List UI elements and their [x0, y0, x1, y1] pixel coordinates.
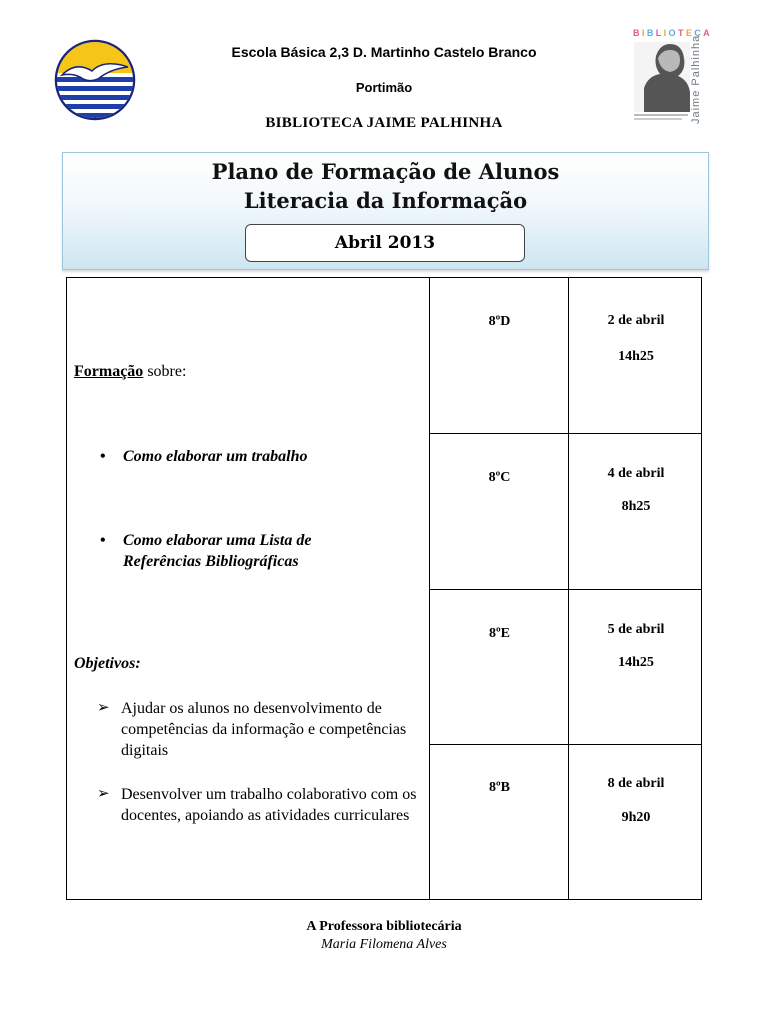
- session-class: 8ºE: [489, 626, 510, 641]
- formacao-heading: [74, 363, 186, 381]
- wordmark-letter: O: [668, 28, 678, 38]
- formacao-label: Formação: [74, 363, 144, 380]
- wordmark-letter: I: [641, 28, 647, 38]
- title-banner: [62, 152, 709, 270]
- library-vertical-name: Jaime Palhinha: [690, 34, 702, 124]
- objective-text: Ajudar os alunos no desenvolvimento de competências da informação e competências digitais: [121, 700, 407, 759]
- topic-text: Como elaborar uma Lista de Referências Bibliográficas: [123, 532, 312, 570]
- wordmark-letter: E: [685, 28, 695, 38]
- arrow-bullet-icon: ➢: [97, 700, 110, 716]
- wordmark-letter: I: [663, 28, 669, 38]
- wordmark-letter: L: [655, 28, 664, 38]
- arrow-bullet-icon: ➢: [97, 786, 110, 802]
- session-date: 2 de abril: [607, 313, 665, 328]
- session-date: 5 de abril: [607, 622, 665, 637]
- signature-role: A Professora bibliotecária: [306, 919, 462, 934]
- session-time: 14h25: [618, 655, 654, 670]
- wordmark-letter: C: [694, 28, 704, 38]
- city-name: Portimão: [355, 80, 413, 95]
- objective-text: Desenvolver um trabalho colaborativo com os docentes, apoiando as atividades curriculares: [121, 786, 417, 824]
- session-time: 14h25: [618, 349, 654, 364]
- topic-text: Como elaborar um trabalho: [123, 448, 308, 465]
- formacao-suffix: sobre:: [143, 363, 187, 380]
- session-date: 8 de abril: [607, 776, 665, 791]
- wordmark-letter: B: [646, 28, 656, 38]
- session-date: 4 de abril: [607, 466, 665, 481]
- table-divider: [429, 589, 701, 590]
- banner-date: Abril 2013: [245, 224, 525, 262]
- table-divider: [429, 433, 701, 434]
- table-divider: [429, 744, 701, 745]
- school-name: Escola Básica 2,3 D. Martinho Castelo Branco: [231, 44, 537, 60]
- library-name: BIBLIOTECA JAIME PALHINHA: [265, 115, 503, 131]
- bullet-icon: •: [100, 448, 106, 465]
- session-class: 8ºD: [488, 314, 511, 329]
- wordmark-letter: T: [677, 28, 686, 38]
- session-class: 8ºC: [488, 470, 511, 485]
- session-time: 8h25: [621, 499, 651, 514]
- session-time: 9h20: [621, 810, 651, 825]
- banner-title-line2: Literacia da Informação: [243, 188, 528, 213]
- session-class: 8ºB: [489, 780, 510, 795]
- signature-name: Maria Filomena Alves: [321, 937, 447, 952]
- wordmark-letter: B: [633, 28, 642, 38]
- objetivos-heading: Objetivos:: [74, 655, 141, 672]
- schedule-table: [66, 277, 702, 900]
- bullet-icon: •: [100, 532, 106, 549]
- wordmark-letter: A: [703, 28, 713, 38]
- banner-title-line1: Plano de Formação de Alunos: [211, 159, 560, 184]
